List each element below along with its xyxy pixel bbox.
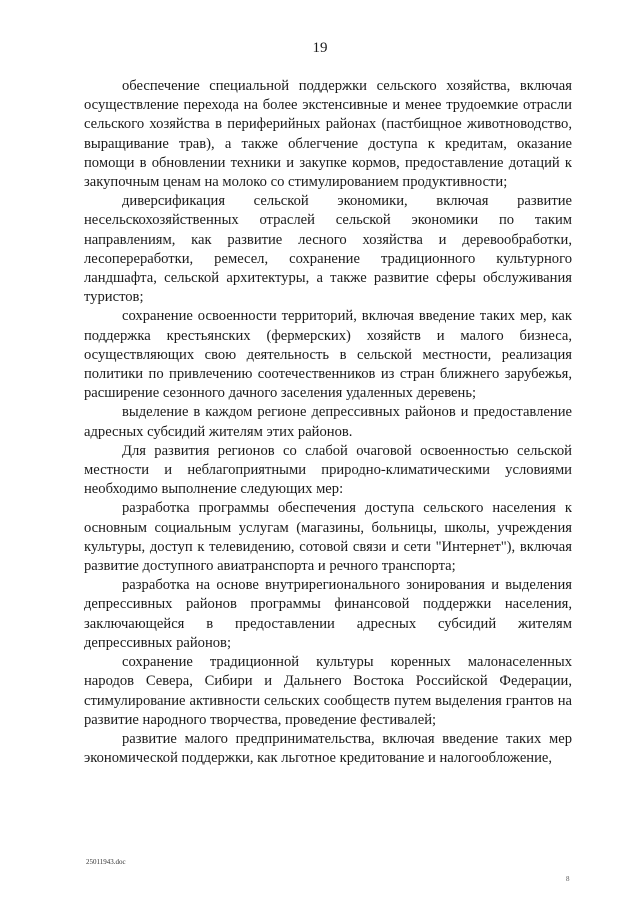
paragraph-7: разработка на основе внутрирегионального зонирования и выделения депрессивных районов программы финансовой поддержки населения, заключающейся в предоставлении адресных субсидий жителям депрессивных районов; (84, 577, 572, 651)
paragraph-6: разработка программы обеспечения доступа сельского населения к основным социальным услугам (магазины, больницы, школы, учреждения культуры, доступ к телевидению, сотовой связи и сети "Интернет"), включая развитие доступного авиатранспорта и речного транспорта; (84, 500, 572, 575)
footer-doc-code: 25011943.doc (86, 858, 126, 866)
paragraph-2: диверсификация сельской экономики, включая развитие несельскохозяйственных отраслей сельской экономики по таким направлениям, как развитие лесного хозяйства и деревообработки, лесопереработки, ремесел, сохранение традиционного культурного ландшафта, сельской архитектуры, а также развитие сферы обслуживания туристов; (84, 193, 572, 306)
paragraph-5: Для развития регионов со слабой очаговой освоенностью сельской местности и неблагоприятными природно-климатическими условиями необходимо выполнение следующих мер: (84, 442, 572, 498)
paragraph-9: развитие малого предпринимательства, включая введение таких мер экономической поддержки, как льготное кредитование и налогообложение, (84, 730, 572, 767)
footer-corner-mark: 8 (566, 875, 570, 883)
paragraph-4: выделение в каждом регионе депрессивных районов и предоставление адресных субсидий жителям этих районов. (84, 404, 572, 440)
paragraph-1: обеспечение специальной поддержки сельского хозяйства, включая осуществление перехода на более экстенсивные и менее трудоемкие отрасли сельского хозяйства в периферийных районах (пастбищное животноводство, выращивание трав), а также облегчение доступа к кредитам, оказание помощи в обновлении техники и закупке кормов, предоставление дотаций к закупочным ценам на молоко со стимулированием продуктивности; (84, 78, 572, 191)
document-body (84, 77, 572, 768)
page-number: 19 (312, 40, 328, 56)
paragraph-8: сохранение традиционной культуры коренных малонаселенных народов Севера, Сибири и Дальнего Востока Российской Федерации, стимулирование активности сельских сообществ путем выделения грантов на развитие народного творчества, проведение фестивалей; (84, 654, 572, 728)
paragraph-3: сохранение освоенности территорий, включая введение таких мер, как поддержка крестьянских (фермерских) хозяйств и малого бизнеса, осуществляющих свою деятельность в сельской местности, реализация политики по привлечению соотечественников из стран ближнего зарубежья, расширение сезонного дачного заселения удаленных деревень; (84, 308, 572, 402)
